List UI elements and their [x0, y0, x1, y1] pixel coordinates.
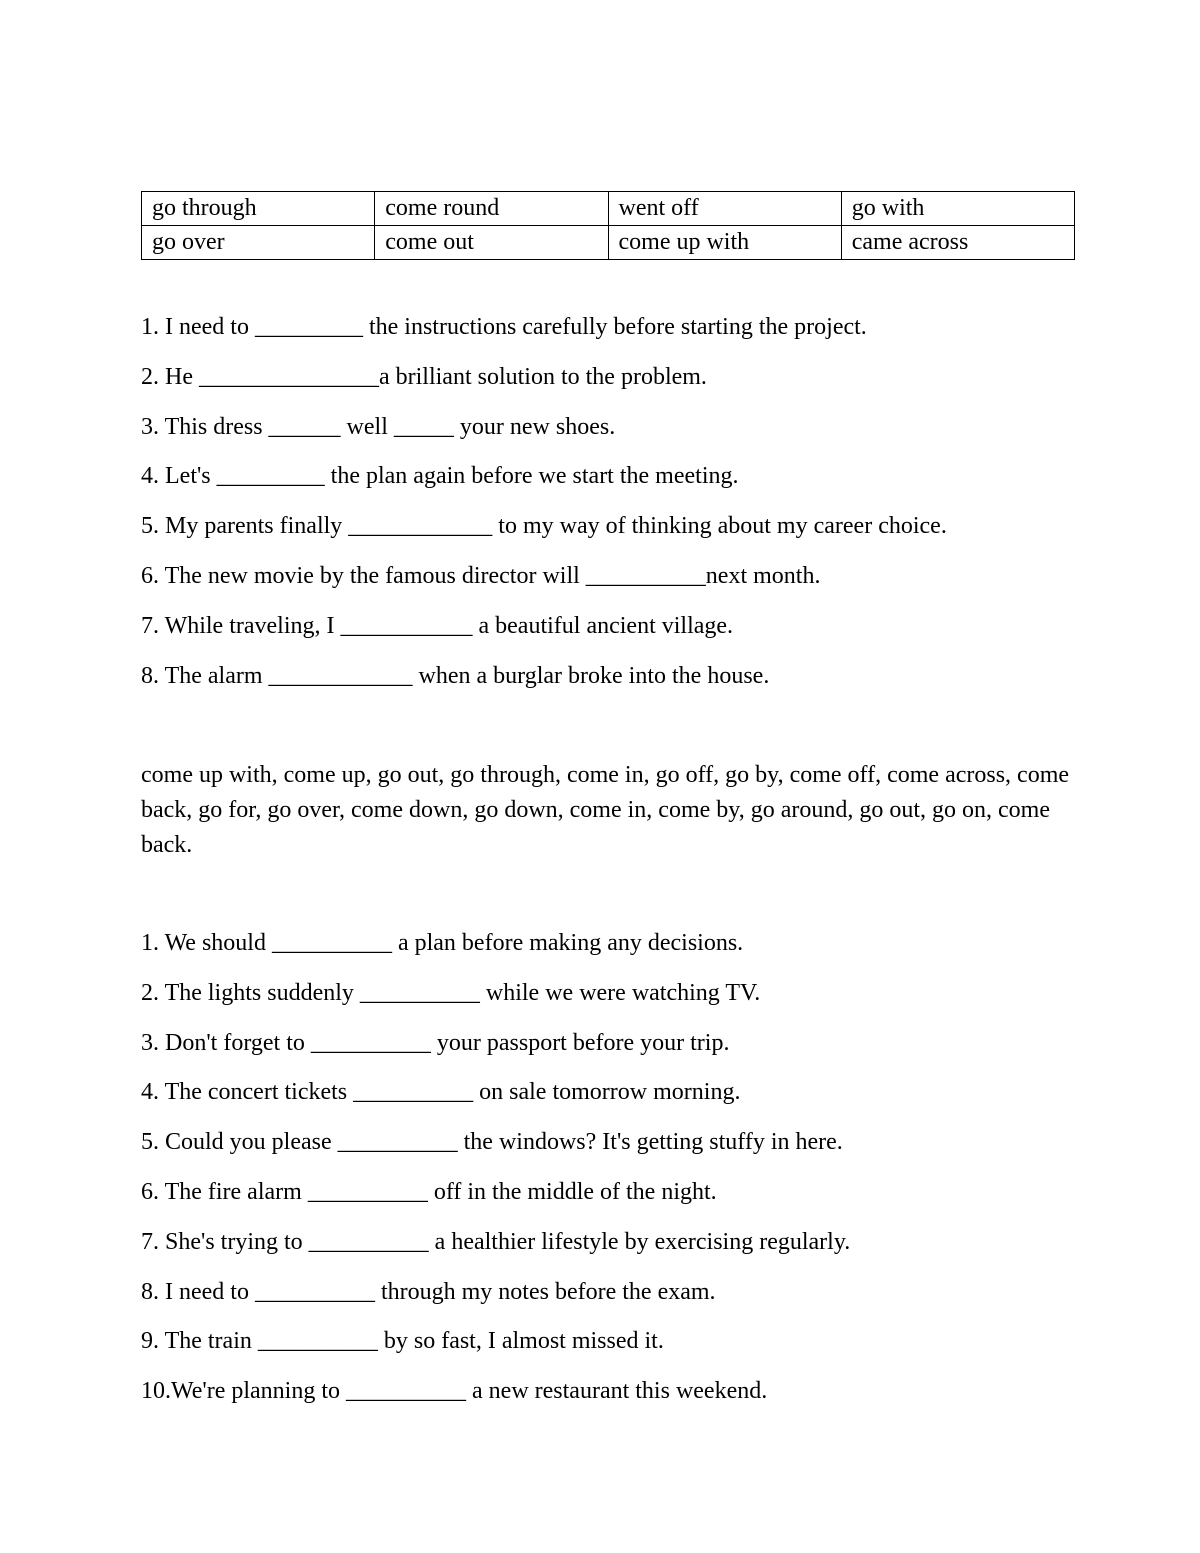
word-bank-cell: go through [142, 192, 375, 226]
question-item: 10.We're planning to __________ a new restaurant this weekend. [141, 1378, 768, 1405]
question-item: 5. My parents finally ____________ to my way of thinking about my career choice. [141, 513, 947, 540]
question-item: 3. This dress ______ well _____ your new shoes. [141, 413, 616, 440]
question-item: 1. We should __________ a plan before making any decisions. [141, 930, 744, 956]
word-bank-cell: come up with [608, 226, 841, 260]
exercise-1-questions [141, 310, 1141, 708]
word-bank-row [142, 226, 1075, 260]
question-item: 4. The concert tickets __________ on sale tomorrow morning. [141, 1079, 741, 1106]
question-item: 4. Let's _________ the plan again before we start the meeting. [141, 463, 739, 490]
question-item: 8. I need to __________ through my notes before the exam. [141, 1278, 716, 1305]
question-item: 7. While traveling, I ___________ a beautiful ancient village. [141, 612, 734, 639]
word-bank-cell: came across [841, 226, 1074, 260]
question-item: 2. The lights suddenly __________ while we were watching TV. [141, 979, 761, 1006]
word-bank-cell: went off [608, 192, 841, 226]
word-bank-cell: go with [841, 192, 1074, 226]
question-item: 6. The fire alarm __________ off in the middle of the night. [141, 1178, 717, 1205]
question-item: 2. He _______________a brilliant solution to the problem. [141, 363, 707, 390]
word-bank-cell: come round [375, 192, 608, 226]
question-item: 5. Could you please __________ the windows? It's getting stuffy in here. [141, 1129, 843, 1156]
word-bank-cell: go over [142, 226, 375, 260]
word-bank-row [142, 192, 1075, 226]
exercise-2-questions [141, 926, 1141, 1424]
question-item: 3. Don't forget to __________ your passport before your trip. [141, 1029, 730, 1056]
word-bank-cell: come out [375, 226, 608, 260]
question-item: 8. The alarm ____________ when a burglar broke into the house. [141, 662, 770, 689]
word-bank-table [141, 191, 1075, 260]
question-item: 7. She's trying to __________ a healthier lifestyle by exercising regularly. [141, 1228, 851, 1255]
question-item: 6. The new movie by the famous director will __________next month. [141, 562, 821, 589]
question-item: 9. The train __________ by so fast, I almost missed it. [141, 1328, 664, 1355]
phrasal-verb-list: come up with, come up, go out, go through, come in, go off, go by, come off, come across, come back, go for, go over, come down, go down, come in, come by, go around, go out, go on, come back. [141, 762, 1070, 858]
question-item: 1. I need to _________ the instructions carefully before starting the project. [141, 314, 867, 340]
